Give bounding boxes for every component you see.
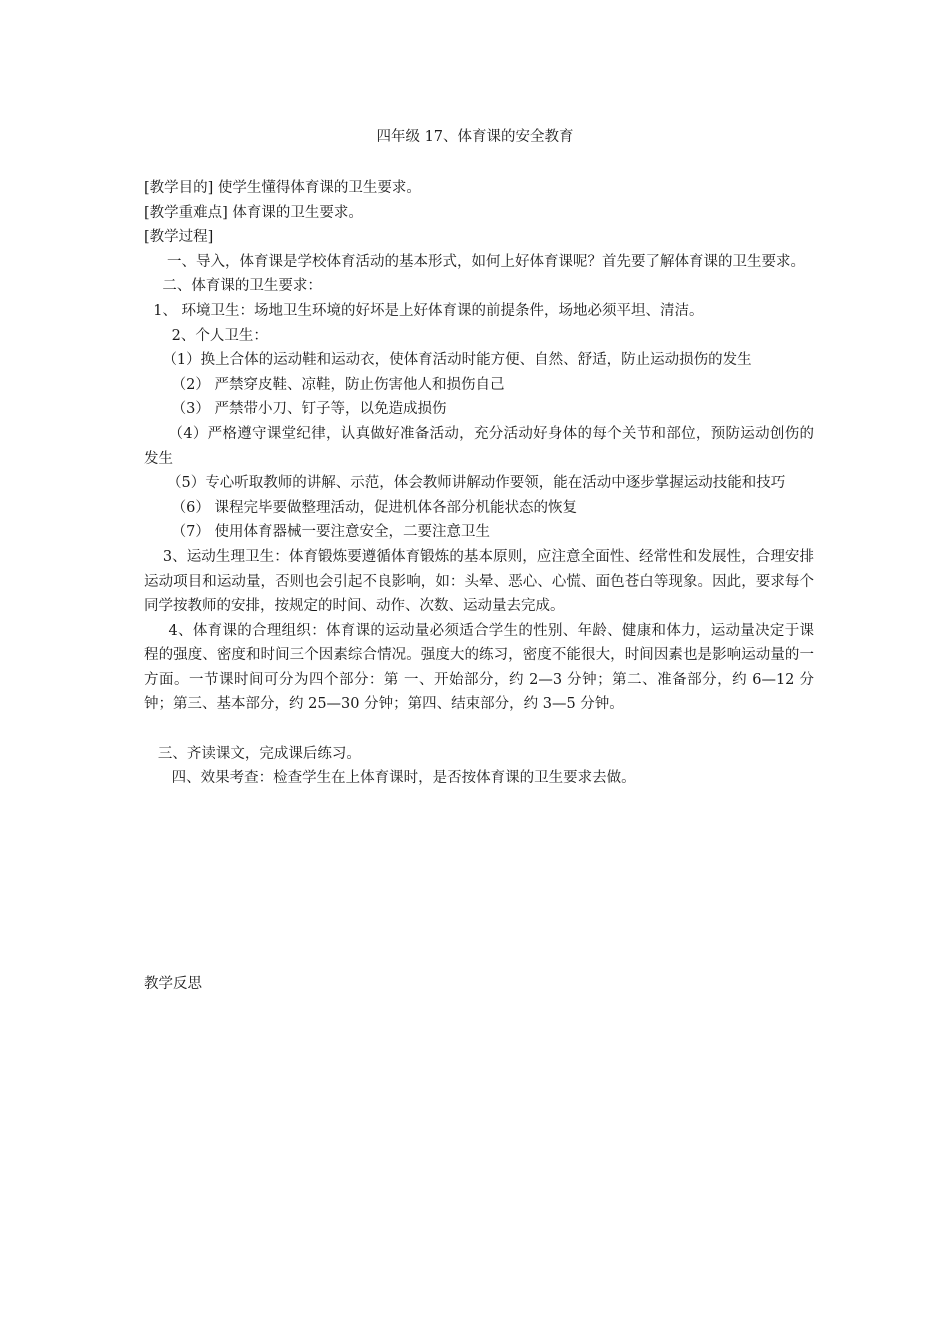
environment-hygiene-item: 1、 环境卫生：场地卫生环境的好坏是上好体育课的前提条件，场地必须平坦、清洁。: [144, 302, 704, 319]
teaching-objective: [教学目的] 使学生懂得体育课的卫生要求。: [144, 180, 421, 196]
teaching-key-points: [教学重难点] 体育课的卫生要求。: [144, 204, 363, 221]
personal-item: （4）严格遵守课堂纪律，认真做好准备活动，充分活动好身体的每个关节和部位，预防运动创伤的发生: [144, 425, 814, 467]
class-organization-paragraph: 4、体育课的合理组织：体育课的运动量必须适合学生的性别、年龄、健康和体力，运动量决定于课程的强度、密度和时间三个因素综合情况。强度大的练习，密度不能很大，时间因素也是影响运动量的一方面。一节课时间可分为四个部分：第 一、开始部分，约 2—3 分钟；第二、准备部分，约 6—12 分钟；第三、基本部分，约 25—30 分钟；第四、结束部分，约 3—5 分钟。: [144, 622, 814, 713]
personal-hygiene-heading: 2、个人卫生：: [144, 327, 268, 344]
personal-item: （2） 严禁穿皮鞋、凉鞋，防止伤害他人和损伤自己: [144, 376, 505, 393]
lesson-title: 四年级 17、体育课的安全教育: [376, 129, 574, 145]
lesson-body: [144, 176, 814, 791]
physiology-hygiene-paragraph: 3、运动生理卫生：体育锻炼要遵循体育锻炼的基本原则，应注意全面性、经常性和发展性，合理安排运动项目和运动量，否则也会引起不良影响，如：头晕、恶心、心慌、面色苍白等现象。因此，要求每个同学按教师的安排，按规定的时间、动作、次数、运动量去完成。: [144, 548, 815, 615]
section-four-item: 四、效果考查：检查学生在上体育课时，是否按体育课的卫生要求去做。: [144, 770, 636, 787]
personal-item: （6） 课程完毕要做整理活动，促进机体各部分机能状态的恢复: [144, 499, 577, 516]
personal-item: （3） 严禁带小刀、钉子等，以免造成损伤: [144, 401, 447, 418]
personal-item: （7） 使用体育器械一要注意安全，二要注意卫生: [144, 524, 490, 541]
introduction-paragraph: 一、导入，体育课是学校体育活动的基本形式，如何上好体育课呢？首先要了解体育课的卫生要求。: [144, 253, 806, 270]
personal-item: （1）换上合体的运动鞋和运动衣，使体育活动时能方便、自然、舒适，防止运动损伤的发生: [144, 352, 752, 369]
teaching-process-heading: [教学过程]: [144, 229, 214, 246]
teaching-reflection-label: 教学反思: [144, 976, 202, 992]
section-three-item: 三、齐读课文，完成课后练习。: [144, 745, 361, 762]
section-two-heading: 二、体育课的卫生要求：: [144, 278, 322, 295]
blank-line: [144, 717, 814, 742]
personal-item: （5）专心听取教师的讲解、示范，体会教师讲解动作要领，能在活动中逐步掌握运动技能和技巧: [144, 475, 786, 492]
